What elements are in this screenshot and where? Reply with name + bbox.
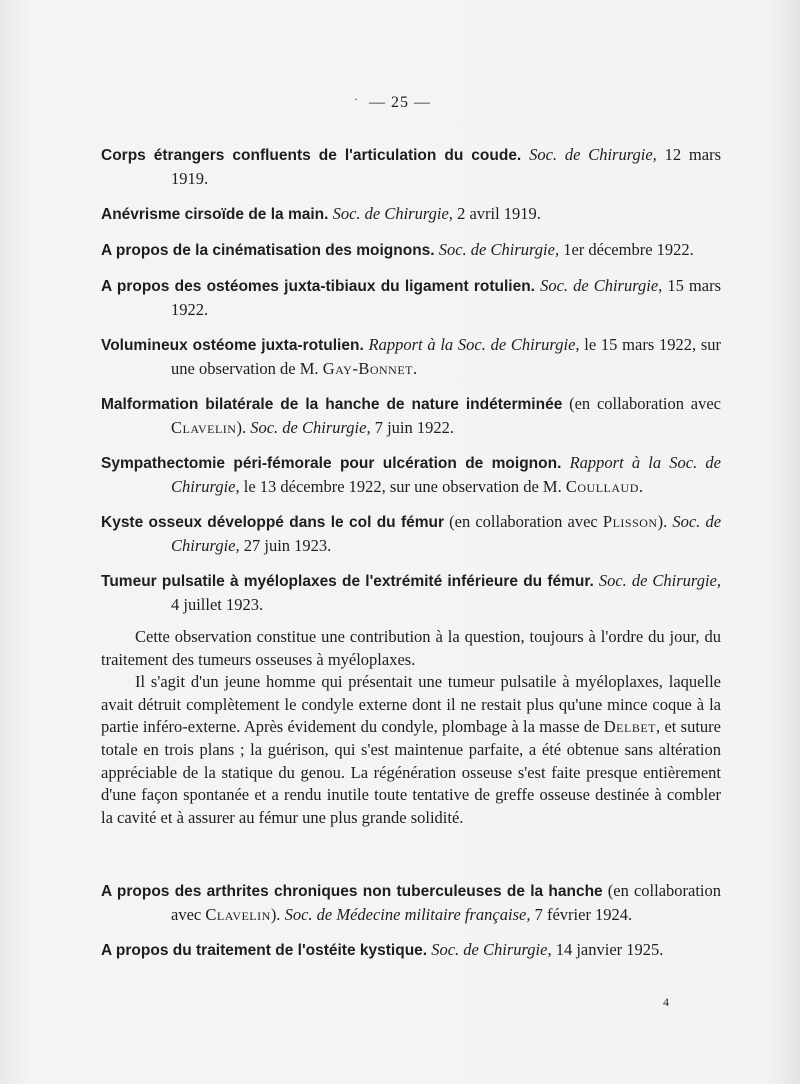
page-number-text: — 25 — xyxy=(369,94,431,111)
bibliography-entry xyxy=(101,238,721,262)
entry-title: A propos des ostéomes juxta-tibiaux du ligament rotulien. xyxy=(101,278,535,295)
entry-journal: Soc. de Chirurgie, xyxy=(529,145,657,164)
entry-collab-end: ). xyxy=(236,418,251,437)
entry-title: Malformation bilatérale de la hanche de nature indéterminée xyxy=(101,396,563,413)
paragraph: Cette observation constitue une contribution à la question, toujours à l'ordre du jour, du traitement des tumeurs osseuses à myéloplaxes. xyxy=(101,627,721,669)
bibliography-entry xyxy=(101,202,721,226)
bibliography-list-continued xyxy=(101,879,721,974)
entry-journal: Soc. de Chirurgie, xyxy=(332,204,453,223)
entry-journal: Soc. de Chirurgie, xyxy=(540,276,663,295)
entry-date: 2 avril 1919. xyxy=(452,204,541,223)
entry-date: 1er décembre 1922. xyxy=(559,240,694,259)
entry-collab-end: ). xyxy=(270,905,285,924)
entry-date: 15 mars 1922. xyxy=(171,276,722,319)
entry-end: . xyxy=(413,359,418,378)
entry-date: 4 juillet 1923. xyxy=(171,595,264,614)
entry-collab: (en collaboration avec xyxy=(562,394,721,413)
entry-date: 7 février 1924. xyxy=(530,905,633,924)
entry-title: Kyste osseux développé dans le col du fémur xyxy=(101,514,445,531)
entry-collab: (en collaboration avec xyxy=(171,881,721,924)
entry-title: A propos du traitement de l'ostéite kystique. xyxy=(101,942,428,959)
entry-journal: Rapport à la Soc. de Chirurgie, xyxy=(171,453,721,496)
paragraph xyxy=(101,671,721,829)
entry-end: . xyxy=(638,477,643,496)
bibliography-entry xyxy=(101,333,721,380)
entry-journal: Soc. de Chirurgie, xyxy=(438,240,560,259)
bibliography-entry xyxy=(101,451,721,498)
paragraph-text: Il s'agit d'un jeune homme qui présentait une tumeur pulsatile à myéloplaxes, laquelle avait détruit complètement le condyle externe dont il ne restait plus qu'une mince coque à la partie inféro-externe. Après évidement du condyle, plombage à la masse de xyxy=(101,672,721,737)
paragraph-text: , et suture totale en trois plans ; la guérison, qui s'est maintenue parfaite, a été obtenue sans altération appréciable de la statique du genou. La régénération osseuse s'est faite presque entièrement d'une façon spontanée et a rendu inutile toute tentative de greffe osseuse destinée à combler la cavité et à assurer au fémur une plus grande solidité. xyxy=(101,717,721,827)
entry-date: 27 juin 1923. xyxy=(239,536,332,555)
entry-date: le 13 décembre 1922, sur une observation de M. xyxy=(239,477,562,496)
entry-journal: Soc. de Chirurgie, xyxy=(431,940,552,959)
entry-collab: (en collaboration avec xyxy=(444,512,603,531)
bibliography-entry xyxy=(101,143,721,190)
bibliography-entry xyxy=(101,510,721,557)
observation-text xyxy=(101,626,721,829)
entry-journal: Soc. de Médecine militaire française, xyxy=(284,905,531,924)
entry-date: 7 juin 1922. xyxy=(370,418,454,437)
page-number xyxy=(0,94,800,112)
entry-title: A propos de la cinématisation des moignons. xyxy=(101,242,435,259)
bibliography-entry xyxy=(101,938,721,962)
entry-date: 12 mars 1919. xyxy=(171,145,722,188)
entry-title: Sympathectomie péri-fémorale pour ulcération de moignon. xyxy=(101,455,562,472)
entry-person: Clavelin xyxy=(205,905,271,924)
entry-person: Clavelin xyxy=(171,418,237,437)
entry-title: A propos des arthrites chroniques non tuberculeuses de la hanche xyxy=(101,883,603,900)
bibliography-entry xyxy=(101,392,721,439)
entry-collab-end: ). xyxy=(657,512,673,531)
entry-title: Anévrisme cirsoïde de la main. xyxy=(101,206,329,223)
entry-title: Volumineux ostéome juxta-rotulien. xyxy=(101,337,364,354)
entry-person: Plisson xyxy=(602,512,658,531)
entry-journal: Soc. de Chirurgie, xyxy=(598,571,721,590)
signature-mark: 4 xyxy=(663,995,669,1009)
entry-journal: Soc. de Chirurgie, xyxy=(250,418,371,437)
entry-date: le 15 mars 1922, sur une observation de M. xyxy=(171,335,722,378)
folio-dot: · xyxy=(354,92,359,106)
person-name: Delbet xyxy=(603,717,657,737)
entry-title: Corps étrangers confluents de l'articulation du coude. xyxy=(101,147,522,164)
entry-person: Coullaud xyxy=(565,477,639,496)
bibliography-entry xyxy=(101,879,721,926)
entry-title: Tumeur pulsatile à myéloplaxes de l'extrémité inférieure du fémur. xyxy=(101,573,594,590)
entry-date: 14 janvier 1925. xyxy=(551,940,664,959)
bibliography-list xyxy=(101,143,721,628)
bibliography-entry xyxy=(101,569,721,616)
entry-person: Gay-Bonnet xyxy=(322,359,413,378)
entry-journal: Rapport à la Soc. de Chirurgie, xyxy=(368,335,580,354)
bibliography-entry xyxy=(101,274,721,321)
entry-journal: Soc. de Chirurgie, xyxy=(171,512,722,555)
